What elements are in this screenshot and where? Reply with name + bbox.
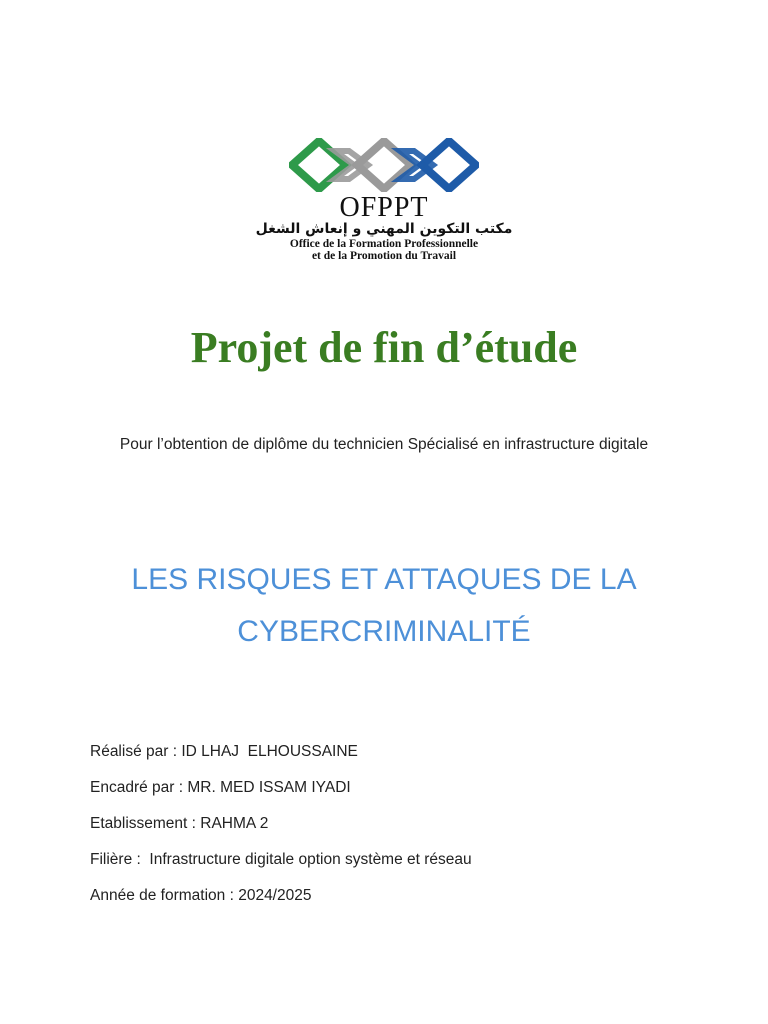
etablissement: Etablissement : RAHMA 2 [90, 815, 269, 832]
project-topic-line-2: CYBERCRIMINALITÉ [237, 615, 531, 648]
project-topic-line-1: LES RISQUES ET ATTAQUES DE LA [131, 563, 637, 596]
project-topic [80, 554, 688, 658]
ofppt-logo [0, 138, 768, 268]
logo-name-line-1: Office de la Formation Professionnelle [289, 238, 479, 250]
document-title: Projet de fin d’étude [190, 323, 578, 372]
document-subtitle: Pour l’obtention de diplôme du technicien Spécialisé en infrastructure digitale [119, 436, 649, 453]
logo-name-line-2: et de la Promotion du Travail [311, 250, 457, 262]
encadre-par: Encadré par : MR. MED ISSAM IYADI [90, 779, 351, 796]
realise-par: Réalisé par : ID LHAJ ELHOUSSAINE [90, 743, 358, 760]
project-info [90, 741, 472, 921]
ofppt-emblem-icon [289, 138, 479, 192]
logo-arabic-name: مكتب التكوين المهني و إنعاش الشغل [255, 221, 513, 237]
logo-acronym: OFPPT [339, 192, 429, 223]
filiere: Filière : Infrastructure digitale option système et réseau [90, 851, 472, 868]
annee-formation: Année de formation : 2024/2025 [90, 887, 312, 904]
